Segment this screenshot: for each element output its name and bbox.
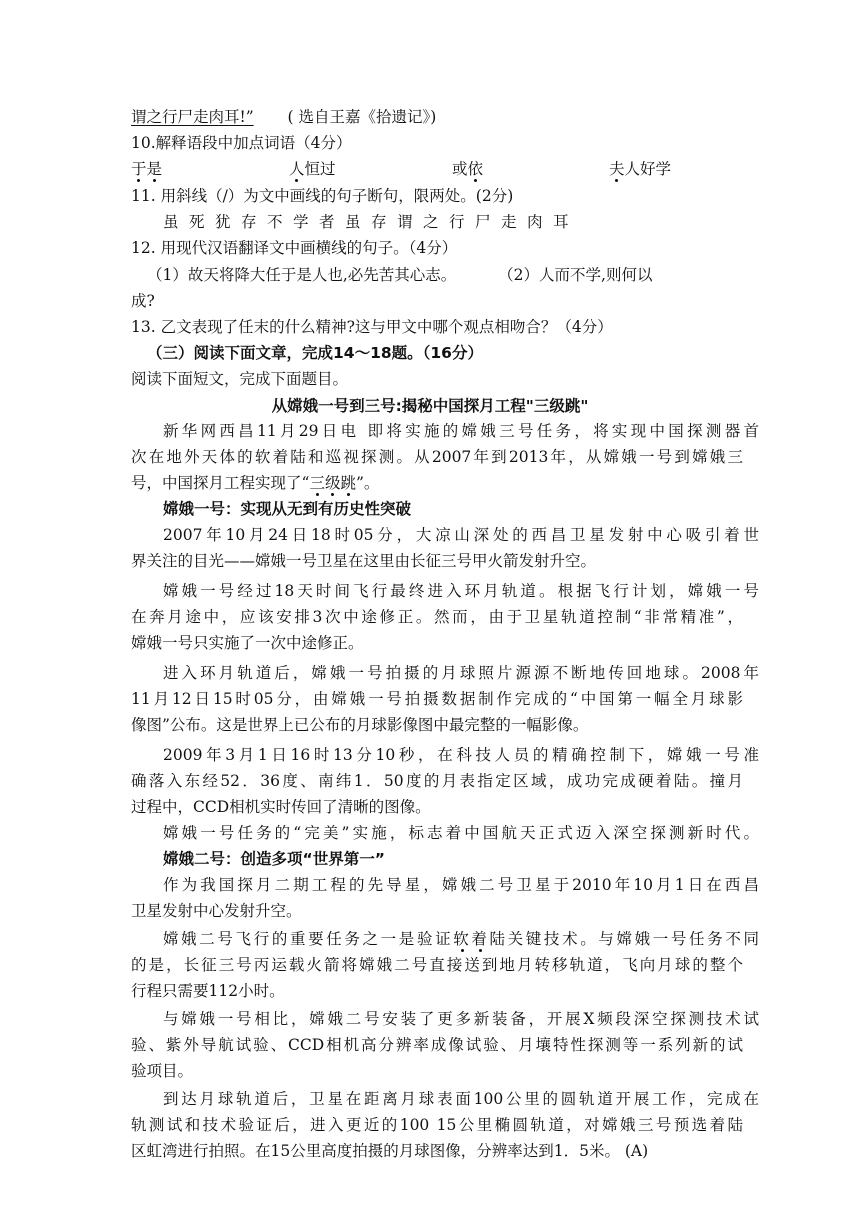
- section-3-heading: （三）阅读下面文章，完成14～18题。（16分）: [147, 344, 483, 362]
- question-12-item-2: （2）人而不学,则何以: [498, 266, 653, 284]
- question-12-item-1: （1）故天将降大任于是人也,必先苦其心志。: [147, 266, 457, 284]
- para-10-line-1: 到达月球轨道后，卫星在距离月球表面100公里的圆轨道开展工作，完成在: [163, 1090, 759, 1108]
- para-2-line-2: 界关注的目光——嫦娥一号卫星在这里由长征三号甲火箭发射升空。: [131, 552, 597, 570]
- para-10-line-2: 轨测试和技术验证后，进入更近的100 15公里椭圆轨道，对嫦娥三号预选着陆: [131, 1116, 743, 1134]
- para-10-line-3: 区虹湾进行拍照。在15公里高度拍摄的月球图像，分辨率达到1．5米。 (A): [131, 1142, 649, 1160]
- vocab-item-4: 夫人好学: [609, 160, 672, 178]
- passage-source: ( 选自王嘉《拾遗记》): [287, 108, 437, 126]
- para-3-line-2: 在奔月途中，应该安排3次中途修正。然而，由于卫星轨道控制“非常精准”，: [131, 608, 743, 626]
- para-8-line-3: 行程只需要112小时。: [131, 982, 285, 1000]
- para-5-line-2: 确落入东经52．36度、南纬1．50度的月表指定区域，成功完成硬着陆。撞月: [131, 772, 743, 790]
- para-7-line-1: 作为我国探月二期工程的先导星，嫦娥二号卫星于2010年10月1日在西昌: [163, 876, 759, 894]
- para-4-line-1: 进入环月轨道后，嫦娥一号拍摄的月球照片源源不断地传回地球。2008年: [163, 664, 759, 682]
- question-11: 11. 用斜线（/）为文中画线的句子断句，限两处。(2分): [131, 187, 514, 205]
- para-7-line-2: 卫星发射中心发射升空。: [131, 902, 302, 920]
- passage-ending-line: [131, 106, 436, 128]
- vocab-item-3: 或依: [452, 160, 484, 178]
- para-9-line-1: 与嫦娥一号相比，嫦娥二号安装了更多新装备，开展X频段深空探测技术试: [163, 1010, 759, 1028]
- para-3-line-3: 嫦娥一号只实施了一次中途修正。: [131, 634, 364, 652]
- question-10: 10.解释语段中加点词语（4分）: [131, 134, 352, 152]
- subheading-chang-e-2: 嫦娥二号：创造多项“世界第一”: [163, 850, 385, 868]
- para-2-line-1: 2007年10月24日18时05分，大凉山深处的西昌卫星发射中心吸引着世: [163, 526, 759, 544]
- question-13: 13. 乙文表现了任末的什么精神?这与甲文中哪个观点相吻合？（4分）: [131, 318, 613, 336]
- para-4-line-2: 11月12日15时05分，由嫦娥一号拍摄数据制作完成的“中国第一幅全月球影: [131, 690, 743, 708]
- para-5-line-1: 2009年3月1日16时13分10秒，在科技人员的精确控制下，嫦娥一号准: [163, 746, 759, 764]
- question-11-sentence: 虽死犹存不学者虽存谓之行尸走肉耳: [163, 213, 580, 231]
- para-8-line-2: 的是，长征三号丙运载火箭将嫦娥二号直接送到地月转移轨道，飞向月球的整个: [131, 956, 743, 974]
- article-title: 从嫦娥一号到三号:揭秘中国探月工程"三级跳": [271, 397, 589, 415]
- para-4-line-3: 像图”公布。这是世界上已公布的月球影像图中最完整的一幅影像。: [131, 716, 589, 734]
- para-1-line-3: 号，中国探月工程实现了“三级跳”。: [131, 474, 380, 492]
- para-1-line-2: 次在地外天体的软着陆和巡视探测。从2007年到2013年，从嫦娥一号到嫦娥三: [131, 448, 743, 466]
- passage-ending-text: 谓之行尸走肉耳!”: [131, 108, 254, 126]
- para-5-line-3: 过程中，CCD相机实时传回了清晰的图像。: [131, 798, 431, 816]
- reading-instruction: 阅读下面短文，完成下面题目。: [131, 370, 349, 388]
- para-9-line-2: 验、紫外导航试验、CCD相机高分辨率成像试验、月壤特性探测等一系列新的试: [131, 1036, 743, 1054]
- para-8-line-1: 嫦娥二号飞行的重要任务之一是验证软着陆关键技术。与嫦娥一号任务不同: [163, 930, 759, 948]
- question-12-items: [147, 264, 652, 286]
- para-3-line-1: 嫦娥一号经过18天时间飞行最终进入环月轨道。根据飞行计划，嫦娥一号: [163, 582, 759, 600]
- question-12-item-2-cont: 成?: [131, 292, 155, 310]
- para-1-line-1: 新华网西昌11月29日电 即将实施的嫦娥三号任务，将实现中国探测器首: [163, 422, 759, 440]
- subheading-chang-e-1: 嫦娥一号：实现从无到有历史性突破: [163, 500, 412, 518]
- para-9-line-3: 验项目。: [131, 1062, 194, 1080]
- question-12: 12. 用现代汉语翻译文中画横线的句子。（4分）: [131, 239, 458, 257]
- para-6: 嫦娥一号任务的“完美”实施，标志着中国航天正式迈入深空探测新时代。: [163, 824, 759, 842]
- vocab-item-2: 人恒过: [289, 160, 336, 178]
- vocab-item-1: 于是: [131, 160, 163, 178]
